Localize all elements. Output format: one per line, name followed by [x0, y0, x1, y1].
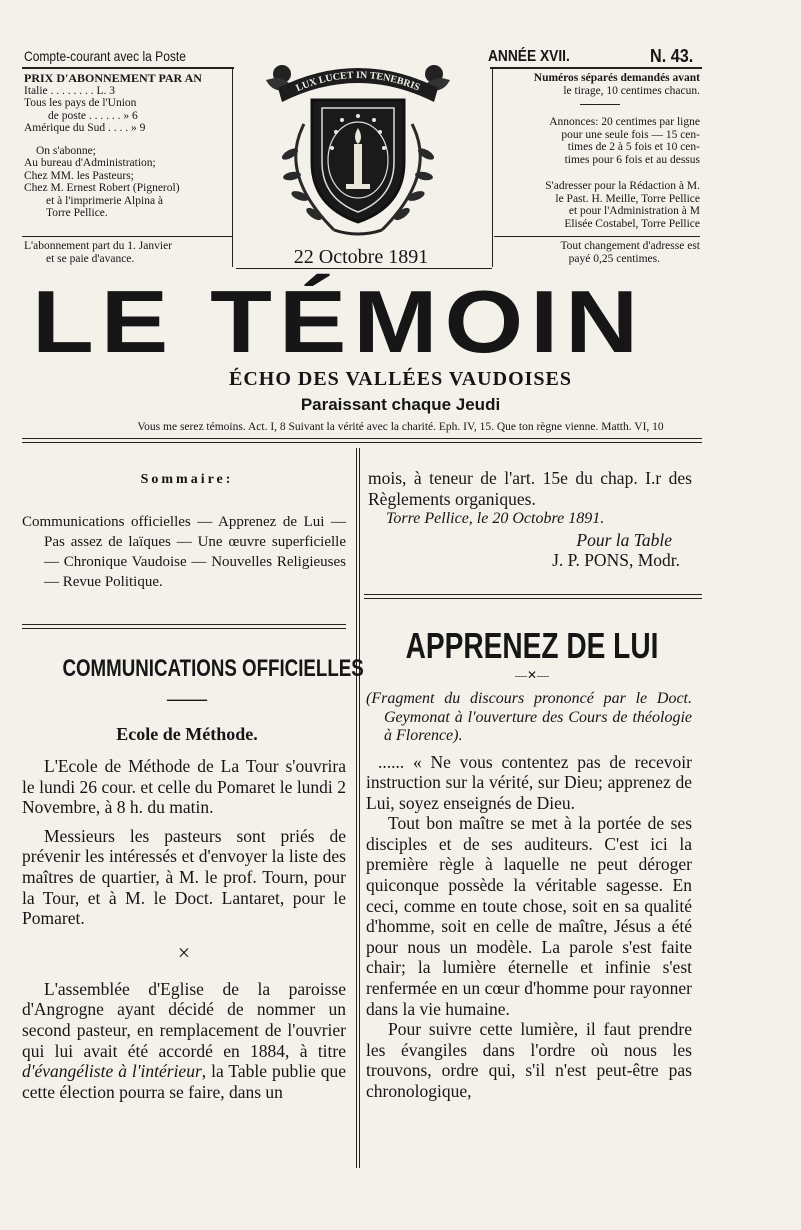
apprenez-title: APPRENEZ DE LUI	[405, 625, 659, 666]
annee: ANNÉE XVII.	[488, 48, 570, 65]
header-left-vrule	[232, 67, 233, 267]
paragraph: Tout bon maître se met à la portée de ses disciples et de ses auditeurs. C'est ici la première règle à laquelle ne peut déroger quiconque possède la véritable sagesse. En ceci, comme en toute chose, soit en sa qualité d'homme, soit en celle de maître, Jésus a été pour nous un modèle. La parole s'est faite chair; la lumière éternelle et infinie s'est renfermée en un cœur d'homme pour rayonner dans la vie humaine.	[366, 813, 692, 1019]
column-divider	[356, 448, 357, 1168]
changement-adresse: Tout changement d'adresse est payé 0,25 centimes.	[560, 240, 700, 265]
abonne-line: Torre Pellice.	[46, 207, 108, 219]
subscription-box	[24, 72, 230, 220]
paragraph: Messieurs les pasteurs sont priés de prévenir les intéressés et d'envoyer la liste des maîtres de quartier, à M. le prof. Tourn, pour la Tour, et à M. le Doct. Lantaret, pour le Pomaret.	[22, 825, 346, 929]
verses: Vous me serez témoins. Act. I, 8 Suivant la vérité avec la charité. Eph. IV, 15. Que ton règne vienne. Matth. VI, 10	[137, 421, 664, 433]
sommaire-rule	[22, 624, 346, 625]
place-date: Torre Pellice, le 20 Octobre 1891.	[386, 510, 605, 528]
masthead-rule	[22, 438, 702, 439]
header-right-vrule	[492, 67, 493, 267]
abonne-line: On s'abonne;	[36, 144, 96, 157]
numeros-separes: Numéros séparés demandés avant le tirage, 10 centimes chacun.	[533, 72, 700, 97]
ornament: —✕—	[514, 668, 550, 682]
right-rule	[364, 594, 702, 595]
tagline: Paraissant chaque Jeudi	[300, 395, 501, 414]
abonne-line: Chez MM. les Pasteurs;	[24, 169, 134, 182]
paragraph-continued: mois, à teneur de l'art. 15e du chap. I.r des Règlements organiques.	[368, 468, 692, 509]
header-right-inner-rule	[494, 236, 700, 237]
newspaper-subtitle: ÉCHO DES VALLÉES VAUDOISES	[229, 368, 572, 390]
right-top	[368, 468, 692, 571]
fragment-note: (Fragment du discours prononcé par le Doct. Geymonat à l'ouverture des Cours de théologie à Florence).	[366, 690, 692, 744]
sommaire-text: Communications officielles — Apprenez de Lui — Pas assez de laïques — Une œuvre superficielle — Chronique Vaudoise — Nouvelles Religieuses — Revue Politique.	[22, 514, 346, 590]
paragraph: L'assemblée d'Eglise de la paroisse d'Angrogne ayant décidé de nommer un second pasteur, en remplacement de l'ouvrier qui lui avait été accordé en 1884, à titre d'évangéliste à l'intérieur, la Table publie que cette élection pourra se faire, dans un	[22, 978, 346, 1102]
left-body	[22, 756, 346, 1102]
abonne-line: et à l'imprimerie Alpina à	[46, 194, 164, 207]
header-left	[24, 48, 232, 64]
emblem	[238, 44, 478, 244]
right-rule-2	[364, 598, 702, 599]
sommaire-title: Sommaire:	[140, 472, 234, 487]
paragraph: L'Ecole de Méthode de La Tour s'ouvrira le lundi 26 cour. et celle du Pomaret le lundi 2 Novembre, à 8 h. du matin.	[22, 756, 346, 818]
header-left-inner-rule	[22, 236, 232, 237]
annonces: Annonces: 20 centimes par ligne pour une seule fois — 15 cen- times de 2 à 5 fois et 10 cen- times pour 6 fois et au dessus	[549, 116, 700, 166]
abonne-line: Chez M. Ernest Robert (Pignerol)	[24, 182, 180, 194]
comm-dash: ——	[167, 688, 207, 710]
numero: N. 43.	[650, 46, 694, 66]
abonne-line: Au bureau d'Administration;	[24, 157, 156, 169]
prix-line: de poste . . . . . . » 6	[48, 109, 138, 122]
header-rule-left	[22, 67, 234, 69]
adresse: S'adresser pour la Rédaction à M. le Past. H. Meille, Torre Pellice et pour l'Administration à M Elisée Costabel, Torre Pellice	[545, 180, 700, 230]
prix-line: Tous les pays de l'Union	[24, 97, 137, 109]
prix-line: Amérique du Sud . . . . » 9	[24, 122, 146, 134]
header-rule-right	[490, 67, 702, 69]
sommaire-rule-2	[22, 628, 346, 629]
signer: J. P. PONS, Modr.	[552, 550, 680, 571]
column-divider-2	[359, 448, 360, 1168]
masthead-rule-2	[22, 442, 702, 443]
issue-date: 22 Octobre 1891	[293, 246, 429, 268]
paragraph: ...... « Ne vous contentez pas de recevoir instruction sur la vérité, sur Dieu; apprenez de Lui, soyez enseignés de Dieu.	[366, 751, 692, 813]
pour-la-table: Pour la Table	[576, 529, 672, 550]
emblem-icon	[238, 44, 478, 244]
ecole-title: Ecole de Méthode.	[116, 724, 258, 744]
separator-cross: ×	[177, 939, 191, 965]
header-right-sep	[580, 104, 620, 105]
date-rule	[236, 268, 492, 269]
comm-title: COMMUNICATIONS OFFICIELLES	[62, 655, 364, 682]
prix-line: Italie . . . . . . . . L. 3	[24, 84, 116, 97]
compte-courant: Compte-courant avec la Poste	[24, 48, 186, 64]
newspaper-title: LE TÉMOIN	[32, 272, 646, 371]
svg-text:LUX LUCET IN TENEBRIS: LUX LUCET IN TENEBRIS	[294, 69, 422, 95]
right-body	[366, 690, 692, 1102]
abonnement-part: L'abonnement part du 1. Janvier et se paie d'avance.	[24, 240, 173, 265]
prix-title: PRIX D'ABONNEMENT PAR AN	[24, 71, 202, 85]
paragraph: Pour suivre cette lumière, il faut prendre les évangiles dans l'ordre où nous les trouvons, ordre qui, s'il n'est peut-être pas chronologique,	[366, 1019, 692, 1101]
